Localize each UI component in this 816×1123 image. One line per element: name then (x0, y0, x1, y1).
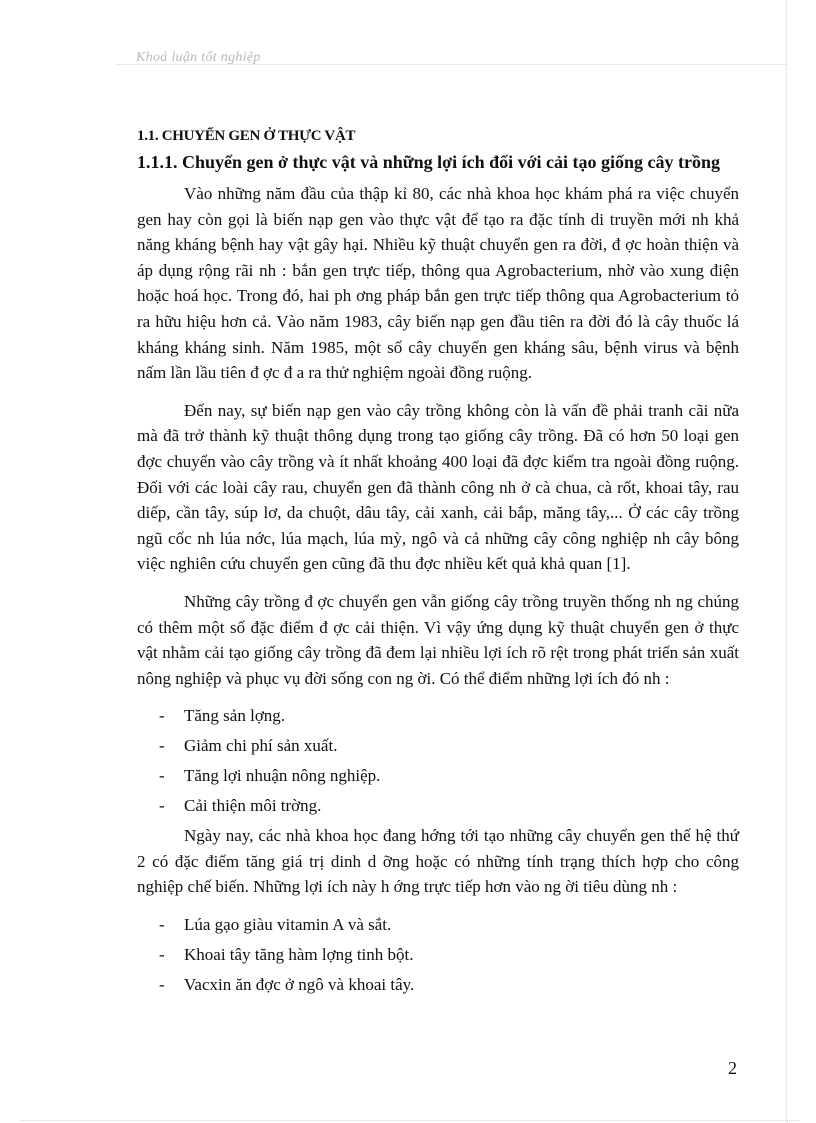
list-item-text: Lúa gạo giàu vitamin A và sắt. (184, 915, 392, 935)
list-item (137, 703, 739, 728)
section-title: 1.1. CHUYỂN GEN Ở THỰC VẬT (137, 128, 356, 144)
footer-rule (20, 1120, 800, 1121)
subsection-title: 1.1.1. Chuyển gen ở thực vật và những lợi ích đối với cải tạo giống cây trồng (137, 152, 721, 172)
list-item-text: Khoai tây tăng hàm lợng tinh bột. (184, 945, 414, 965)
paragraph-history: Vào những năm đầu của thập kỉ 80, các nhà khoa học khám phá ra việc chuyển gen hay còn gọi là biến nạp gen vào thực vật để tạo ra đặc tính di truyền mới nh khả năng kháng bệnh hay vật gây hại. Nhiều kỹ thuật chuyển gen ra đời, đ ợc hoàn thiện và áp dụng rộng rãi nh : bắn gen trực tiếp, thông qua Agrobacterium, nhờ vào xung điện hoặc hoá học. Trong đó, hai ph ơng pháp bắn gen trực tiếp thông qua Agrobacterium tỏ ra hữu hiệu hơn cả. Vào năm 1983, cây biến nạp gen đầu tiên ra đời đó là cây thuốc lá kháng kháng sinh. Năm 1985, một số cây chuyển gen kháng sâu, bệnh virus và bệnh nấm lần lầu tiên đ ợc đ a ra thử nghiệm ngoài đồng ruộng. (137, 184, 739, 383)
list-item (137, 942, 739, 967)
list-item (137, 763, 739, 788)
margin-rule (786, 0, 787, 1123)
page-body (137, 126, 739, 1002)
list-item (137, 793, 739, 818)
dash-bullet: - (159, 796, 165, 816)
paragraph-current-status: Đến nay, sự biến nạp gen vào cây trồng không còn là vấn đề phải tranh cãi nữa mà đã trở thành kỹ thuật thông dụng trong tạo giống cây trồng. Đã có hơn 50 loại gen đợc chuyển vào cây trồng và ít nhất khoảng 400 loại đã đợc kiểm tra ngoài đồng ruộng. Đối với các loài cây rau, chuyển gen đã thành công nh ở cà chua, cà rốt, khoai tây, rau diếp, cần tây, súp lơ, da chuột, dâu tây, cải xanh, cải bắp, măng tây,... Ở các cây trồng ngũ cốc nh lúa nớc, lúa mạch, lúa mỳ, ngô và cả những cây công nghiệp nh cây bông việc nghiên cứu chuyển gen cũng đã thu đợc nhiều kết quả khả quan [1]. (137, 400, 739, 574)
paragraph-second-generation: Ngày nay, các nhà khoa học đang hớng tới tạo những cây chuyển gen thế hệ thứ 2 có đặc điểm tăng giá trị dinh d ỡng hoặc có những tính trạng thích hợp cho công nghiệp chế biến. Những lợi ích này h ớng trực tiếp hơn vào ng ời tiêu dùng nh : (137, 826, 739, 897)
list-item-text: Giảm chi phí sản xuất. (184, 736, 338, 756)
consumer-benefits-list (137, 912, 739, 997)
list-item-text: Tăng lợi nhuận nông nghiệp. (184, 766, 381, 786)
header-rule (116, 64, 786, 65)
page-number: 2 (728, 1058, 737, 1078)
dash-bullet: - (159, 736, 165, 756)
dash-bullet: - (159, 915, 165, 935)
list-item (137, 912, 739, 937)
running-header: Khoá luận tốt nghiệp (136, 50, 261, 65)
list-item-text: Cải thiện môi trờng. (184, 796, 322, 816)
paragraph-benefits-intro: Những cây trồng đ ợc chuyển gen vẫn giống cây trồng truyền thống nh ng chúng có thêm một số đặc điểm đ ợc cải thiện. Vì vậy ứng dụng kỹ thuật chuyển gen ở thực vật nhằm cải tạo giống cây trồng đã đem lại nhiều lợi ích rõ rệt trong phát triển sản xuất nông nghiệp và phục vụ đời sống con ng ời. Có thể điểm những lợi ích đó nh : (137, 591, 739, 688)
list-item-text: Vacxin ăn đợc ở ngô và khoai tây. (184, 975, 415, 995)
dash-bullet: - (159, 766, 165, 786)
list-item (137, 972, 739, 997)
dash-bullet: - (159, 975, 165, 995)
list-item-text: Tăng sản lợng. (184, 706, 286, 726)
dash-bullet: - (159, 706, 165, 726)
benefits-list (137, 703, 739, 818)
dash-bullet: - (159, 945, 165, 965)
list-item (137, 733, 739, 758)
